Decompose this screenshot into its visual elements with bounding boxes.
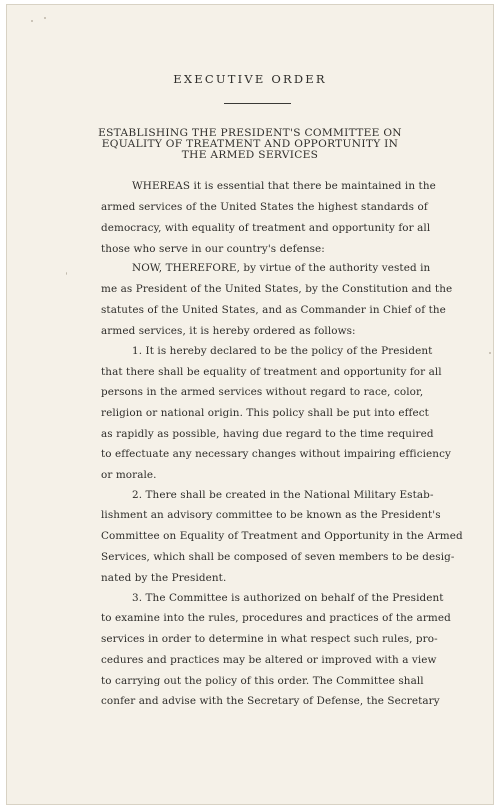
body-line: statutes of the United States, and as Commander in Chief of the	[101, 304, 446, 316]
paper-speck	[66, 272, 67, 275]
body-line: to carrying out the policy of this order. The Committee shall	[101, 675, 424, 687]
body-line: those who serve in our country's defense:	[101, 243, 325, 255]
body-line: to effectuate any necessary changes without impairing efficiency	[101, 448, 451, 460]
paper-speck	[489, 352, 491, 354]
heading-line: EQUALITY OF TREATMENT AND OPPORTUNITY IN	[101, 138, 399, 150]
body-line: confer and advise with the Secretary of Defense, the Secretary	[101, 695, 440, 707]
body-line: WHEREAS it is essential that there be maintained in the	[132, 180, 436, 192]
body-line: me as President of the United States, by the Constitution and the	[101, 283, 453, 295]
body-line: 1. It is hereby declared to be the policy of the President	[132, 345, 433, 357]
body-line: Services, which shall be composed of seven members to be desig-	[101, 551, 455, 563]
body-line: that there shall be equality of treatment and opportunity for all	[101, 366, 442, 378]
title-underline	[224, 103, 291, 104]
body-line: services in order to determine in what respect such rules, pro-	[101, 633, 438, 645]
heading-line: ESTABLISHING THE PRESIDENT'S COMMITTEE ON	[98, 127, 402, 139]
body-line: Committee on Equality of Treatment and Opportunity in the Armed	[101, 530, 463, 542]
body-line: democracy, with equality of treatment and opportunity for all	[101, 222, 431, 234]
body-line: nated by the President.	[101, 572, 227, 584]
body-line: to examine into the rules, procedures and practices of the armed	[101, 612, 451, 624]
body-line: as rapidly as possible, having due regard to the time required	[101, 428, 434, 440]
paper-speck	[31, 20, 33, 22]
body-line: or morale.	[101, 469, 157, 481]
body-line: 2. There shall be created in the National Military Estab-	[132, 489, 434, 501]
body-line: armed services of the United States the highest standards of	[101, 201, 428, 213]
body-line: 3. The Committee is authorized on behalf of the President	[132, 592, 444, 604]
paper-speck	[44, 17, 46, 19]
body-line: persons in the armed services without regard to race, color,	[101, 386, 424, 398]
body-line: NOW, THEREFORE, by virtue of the authority vested in	[132, 262, 431, 274]
body-line: armed services, it is hereby ordered as follows:	[101, 325, 356, 337]
body-line: lishment an advisory committee to be known as the President's	[101, 509, 441, 521]
document-title: EXECUTIVE ORDER	[173, 72, 327, 86]
body-line: religion or national origin. This policy shall be put into effect	[101, 407, 429, 419]
body-line: cedures and practices may be altered or improved with a view	[101, 654, 437, 666]
heading-line: THE ARMED SERVICES	[181, 149, 319, 161]
